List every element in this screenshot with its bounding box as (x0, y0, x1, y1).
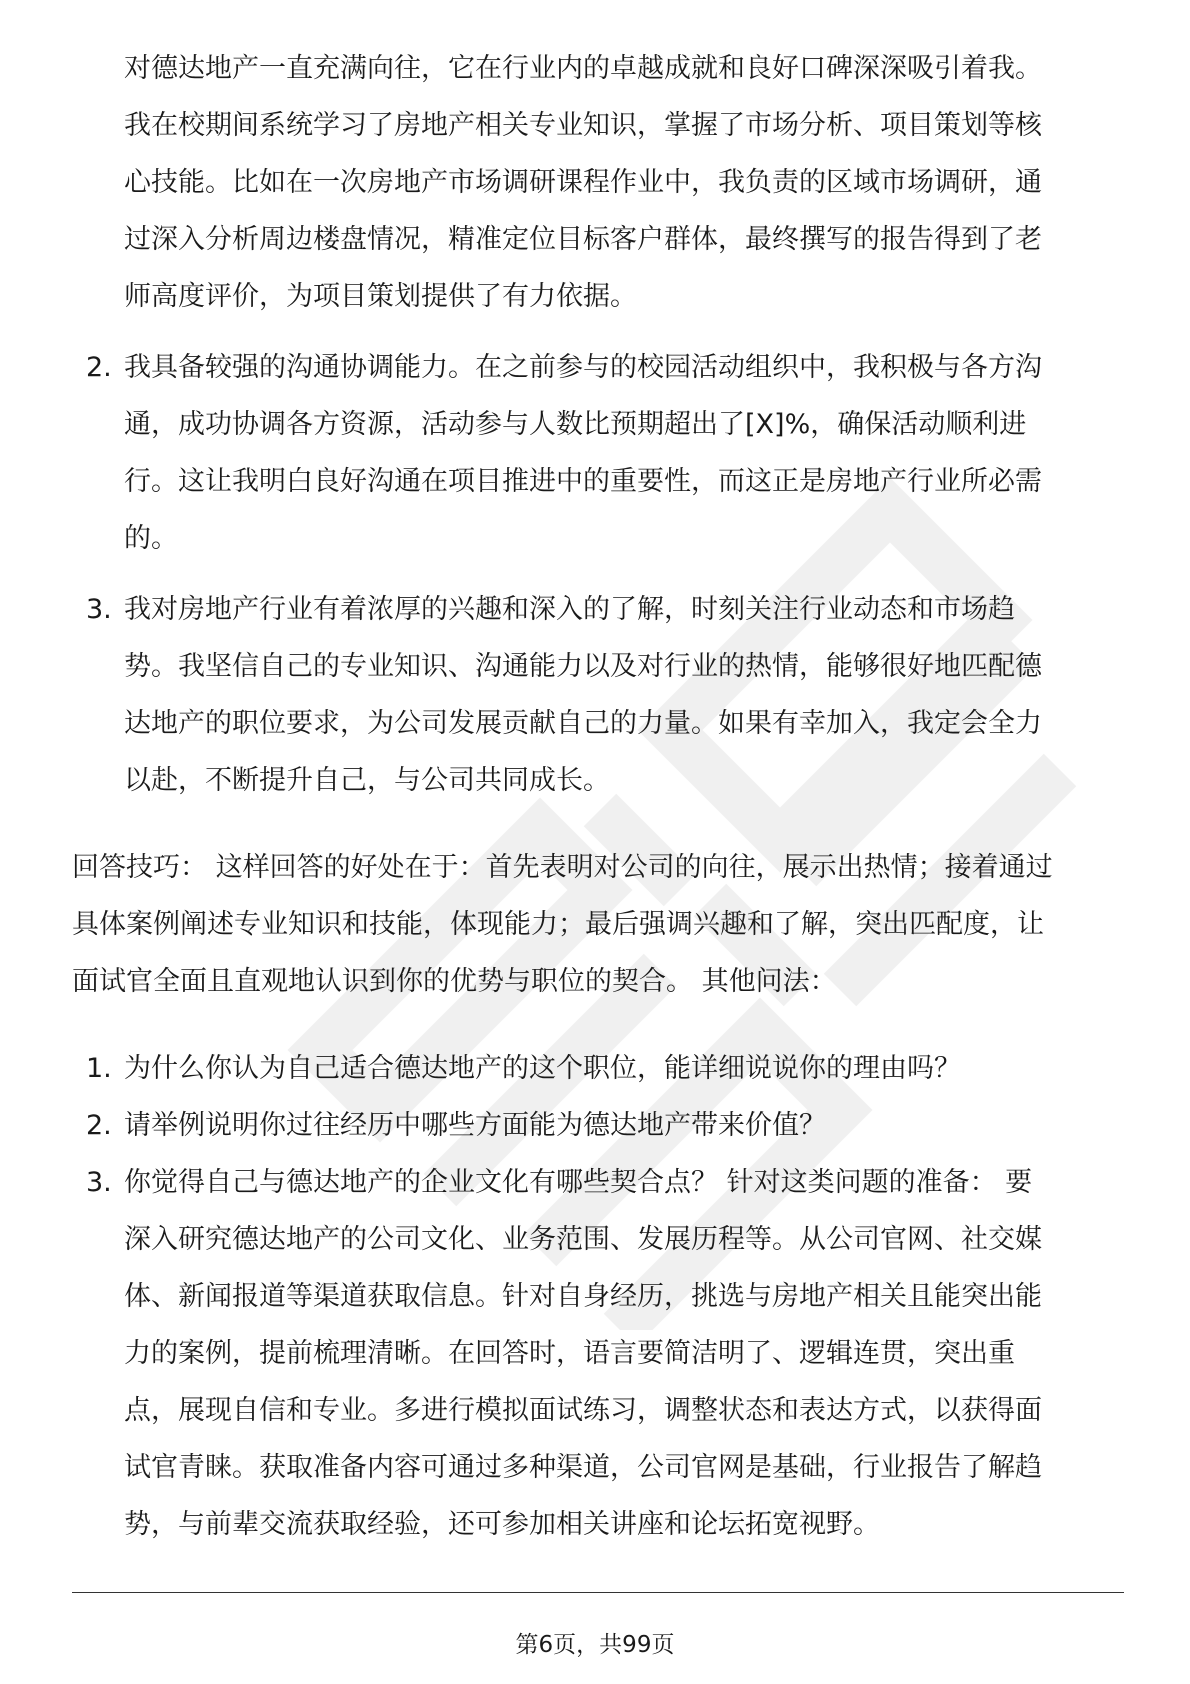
text-line: 请举例说明你过往经历中哪些方面能为德达地产带来价值？ (124, 1110, 826, 1141)
list-item-question-3 (72, 1154, 1132, 1553)
document-body (72, 40, 1132, 1553)
text-line: 面试官全面且直观地认识到你的优势与职位的契合。 其他问法： (72, 966, 837, 997)
text-line: 过深入分析周边楼盘情况，精准定位目标客户群体，最终撰写的报告得到了老 (124, 224, 1042, 255)
text-line: 体、新闻报道等渠道获取信息。针对自身经历，挑选与房地产相关且能突出能 (124, 1281, 1042, 1312)
text-line: 具体案例阐述专业知识和技能，体现能力；最后强调兴趣和了解，突出匹配度，让 (72, 909, 1044, 940)
text-line: 的。 (124, 523, 178, 554)
text-line: 回答技巧： 这样回答的好处在于：首先表明对公司的向往，展示出热情；接着通过 (72, 852, 1053, 883)
text-line: 势，与前辈交流获取经验，还可参加相关讲座和论坛拓宽视野。 (124, 1509, 880, 1540)
intro-paragraph (72, 40, 1132, 325)
text-line: 为什么你认为自己适合德达地产的这个职位，能详细说说你的理由吗？ (124, 1053, 961, 1084)
footer-divider (72, 1592, 1124, 1593)
text-line: 心技能。比如在一次房地产市场调研课程作业中，我负责的区域市场调研，通 (124, 167, 1042, 198)
page-number: 第6页，共99页 (515, 1632, 675, 1658)
text-line: 试官青睐。获取准备内容可通过多种渠道，公司官网是基础，行业报告了解趋 (124, 1452, 1042, 1483)
list-item-question-2 (72, 1097, 1132, 1154)
text-line: 我在校期间系统学习了房地产相关专业知识，掌握了市场分析、项目策划等核 (124, 110, 1042, 141)
text-line: 深入研究德达地产的公司文化、业务范围、发展历程等。从公司官网、社交媒 (124, 1224, 1042, 1255)
text-line: 行。这让我明白良好沟通在项目推进中的重要性，而这正是房地产行业所必需 (124, 466, 1042, 497)
text-line: 以赴，不断提升自己，与公司共同成长。 (124, 765, 610, 796)
list-number: 3. (86, 1167, 112, 1198)
text-line: 达地产的职位要求，为公司发展贡献自己的力量。如果有幸加入，我定会全力 (124, 708, 1042, 739)
text-line: 势。我坚信自己的专业知识、沟通能力以及对行业的热情，能够很好地匹配德 (124, 651, 1042, 682)
text-line: 你觉得自己与德达地产的企业文化有哪些契合点？ 针对这类问题的准备： 要 (124, 1167, 1033, 1198)
text-line: 我具备较强的沟通协调能力。在之前参与的校园活动组织中，我积极与各方沟 (124, 352, 1042, 383)
text-line: 力的案例，提前梳理清晰。在回答时，语言要简洁明了、逻辑连贯，突出重 (124, 1338, 1015, 1369)
list-number: 2. (86, 352, 112, 383)
list-number: 1. (86, 1053, 112, 1084)
text-line: 师高度评价，为项目策划提供了有力依据。 (124, 281, 637, 312)
list-item-point-3 (72, 581, 1132, 809)
list-number: 3. (86, 594, 112, 625)
list-number: 2. (86, 1110, 112, 1141)
text-line: 我对房地产行业有着浓厚的兴趣和深入的了解，时刻关注行业动态和市场趋 (124, 594, 1015, 625)
tips-paragraph (72, 839, 1132, 1010)
text-line: 对德达地产一直充满向往，它在行业内的卓越成就和良好口碑深深吸引着我。 (124, 53, 1042, 84)
list-item-point-2 (72, 339, 1132, 567)
text-line: 点，展现自信和专业。多进行模拟面试练习，调整状态和表达方式，以获得面 (124, 1395, 1042, 1426)
list-item-question-1 (72, 1040, 1132, 1097)
text-line: 通，成功协调各方资源，活动参与人数比预期超出了[X]%，确保活动顺利进 (124, 409, 1027, 440)
